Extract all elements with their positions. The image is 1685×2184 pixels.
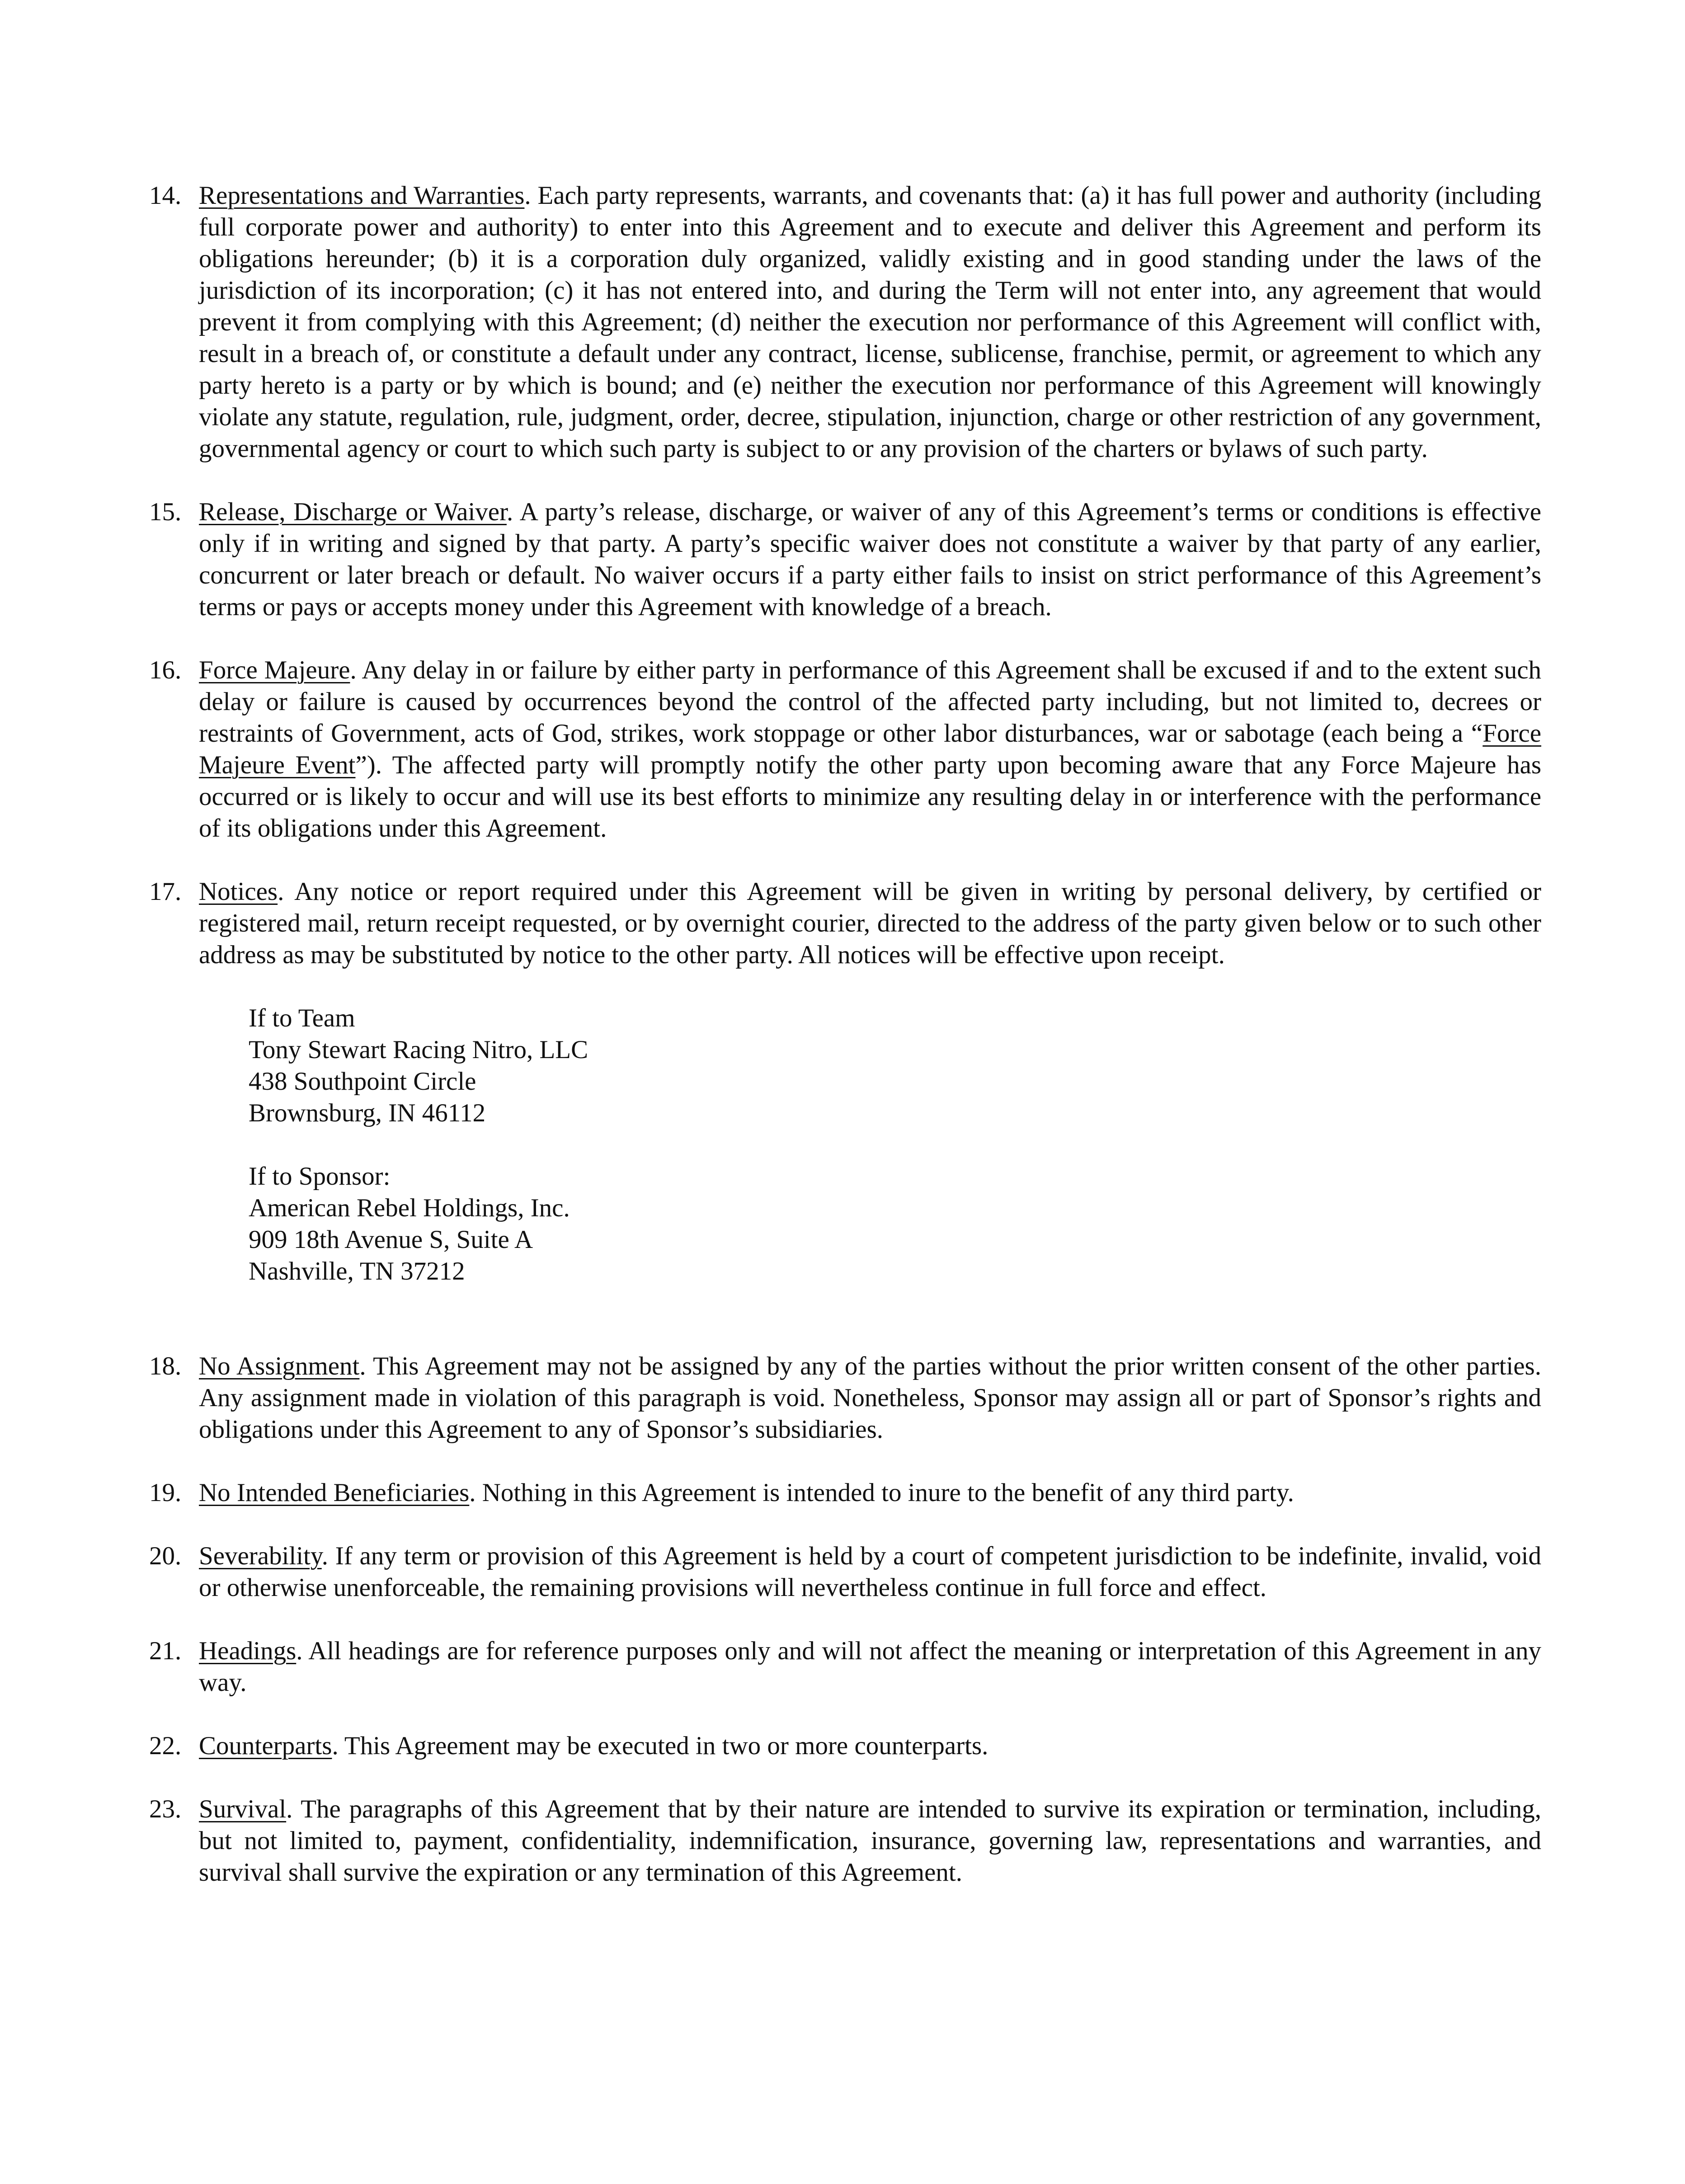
section-headings: [149, 1635, 1541, 1699]
section-heading: Headings: [199, 1637, 297, 1665]
section-text: . All headings are for reference purposes only and will not affect the meaning or interpretation of this Agreement in any way.: [199, 1637, 1541, 1697]
section-heading: Representations and Warranties: [199, 181, 525, 210]
section-number: 19.: [149, 1478, 182, 1507]
section-number: 21.: [149, 1637, 182, 1665]
section-release-discharge-or-waiver: [149, 496, 1541, 623]
section-number: 20.: [149, 1542, 182, 1570]
section-number: 15.: [149, 498, 182, 526]
address-line: If to Team: [249, 1004, 355, 1032]
section-heading: Force Majeure: [199, 656, 350, 684]
section-text-before: . Any delay in or failure by either party in performance of this Agreement shall be excused if and to the extent such delay or failure is caused by occurrences beyond the control of the affected party including, but not limited to, decrees or restraints of Government, acts of God, strikes, work stoppage or other labor disturbances, war or sabotage (each being a “: [199, 656, 1541, 748]
notice-addresses: [199, 1003, 1541, 1287]
section-number: 14.: [149, 181, 182, 210]
section-heading: Notices: [199, 877, 278, 906]
section-force-majeure: [149, 654, 1541, 844]
section-text: . A party’s release, discharge, or waiver of any of this Agreement’s terms or conditions is effective only if in writing and signed by that party. A party’s specific waiver does not constitute a waiver by that party of any earlier, concurrent or later breach or default. No waiver occurs if a party either fails to insist on strict performance of this Agreement’s terms or pays or accepts money under this Agreement with knowledge of a breach.: [199, 498, 1541, 621]
section-number: 16.: [149, 656, 182, 684]
address-line: Brownsburg, IN 46112: [249, 1099, 486, 1127]
section-number: 17.: [149, 877, 182, 906]
section-text: . The paragraphs of this Agreement that by their nature are intended to survive its expiration or termination, including, but not limited to, payment, confidentiality, indemnification, insurance, governing law, representations and warranties, and survival shall survive the expiration or any termination of this Agreement.: [199, 1795, 1541, 1887]
section-number: 18.: [149, 1352, 182, 1380]
section-heading: No Intended Beneficiaries: [199, 1478, 470, 1507]
address-line: Nashville, TN 37212: [249, 1257, 465, 1285]
section-severability: [149, 1540, 1541, 1604]
section-number: 22.: [149, 1732, 182, 1760]
section-text: . Each party represents, warrants, and covenants that: (a) it has full power and authority (including full corporate power and authority) to enter into this Agreement and to execute and deliver this Agreement and perform its obligations hereunder; (b) it is a corporation duly organized, validly existing and in good standing under the laws of the jurisdiction of its incorporation; (c) it has not entered into, and during the Term will not enter into, any agreement that would prevent it from complying with this Agreement; (d) neither the execution nor performance of this Agreement will conflict with, result in a breach of, or constitute a default under any contract, license, sublicense, franchise, permit, or agreement to which any party hereto is a party or by which is bound; and (e) neither the execution nor performance of this Agreement will knowingly violate any statute, regulation, rule, judgment, order, decree, stipulation, injunction, charge or other restriction of any government, governmental agency or court to which such party is subject to or any provision of the charters or bylaws of such party.: [199, 181, 1541, 463]
section-no-intended-beneficiaries: [149, 1477, 1541, 1509]
section-text: . Any notice or report required under this Agreement will be given in writing by personal delivery, by certified or registered mail, return receipt requested, or by overnight courier, directed to the address of the party given below or to such other address as may be substituted by notice to the other party. All notices will be effective upon receipt.: [199, 877, 1541, 969]
section-text: . Nothing in this Agreement is intended to inure to the benefit of any third party.: [469, 1478, 1294, 1507]
section-text: . If any term or provision of this Agreement is held by a court of competent jurisdiction to be indefinite, invalid, void or otherwise unenforceable, the remaining provisions will nevertheless continue in full force and effect.: [199, 1542, 1541, 1602]
team-address: [249, 1003, 1541, 1129]
address-line: 438 Southpoint Circle: [249, 1067, 476, 1096]
section-heading: Severability: [199, 1542, 322, 1570]
section-notices: [149, 876, 1541, 1287]
document-body: [149, 180, 1541, 1920]
section-number: 23.: [149, 1795, 182, 1823]
address-line: Tony Stewart Racing Nitro, LLC: [249, 1036, 588, 1064]
defined-term: Force Majeure Event: [199, 719, 1541, 779]
section-text: . This Agreement may be executed in two or more counterparts.: [332, 1732, 988, 1760]
section-text-after: ”). The affected party will promptly notify the other party upon becoming aware that any Force Majeure has occurred or is likely to occur and will use its best efforts to minimize any resulting delay in or interference with the performance of its obligations under this Agreement.: [199, 751, 1541, 843]
section-text: . This Agreement may not be assigned by any of the parties without the prior written consent of the other parties. Any assignment made in violation of this paragraph is void. Nonetheless, Sponsor may assign all or part of Sponsor’s rights and obligations under this Agreement to any of Sponsor’s subsidiaries.: [199, 1352, 1541, 1444]
section-counterparts: [149, 1730, 1541, 1762]
section-representations-and-warranties: [149, 180, 1541, 465]
address-line: 909 18th Avenue S, Suite A: [249, 1225, 533, 1254]
section-no-assignment: [149, 1351, 1541, 1445]
section-heading: No Assignment: [199, 1352, 360, 1380]
address-line: If to Sponsor:: [249, 1162, 391, 1191]
section-heading: Survival: [199, 1795, 287, 1823]
address-line: American Rebel Holdings, Inc.: [249, 1194, 570, 1222]
section-heading: Counterparts: [199, 1732, 332, 1760]
sponsor-address: [249, 1161, 1541, 1287]
section-heading: Release, Discharge or Waiver: [199, 498, 507, 526]
section-survival: [149, 1793, 1541, 1888]
